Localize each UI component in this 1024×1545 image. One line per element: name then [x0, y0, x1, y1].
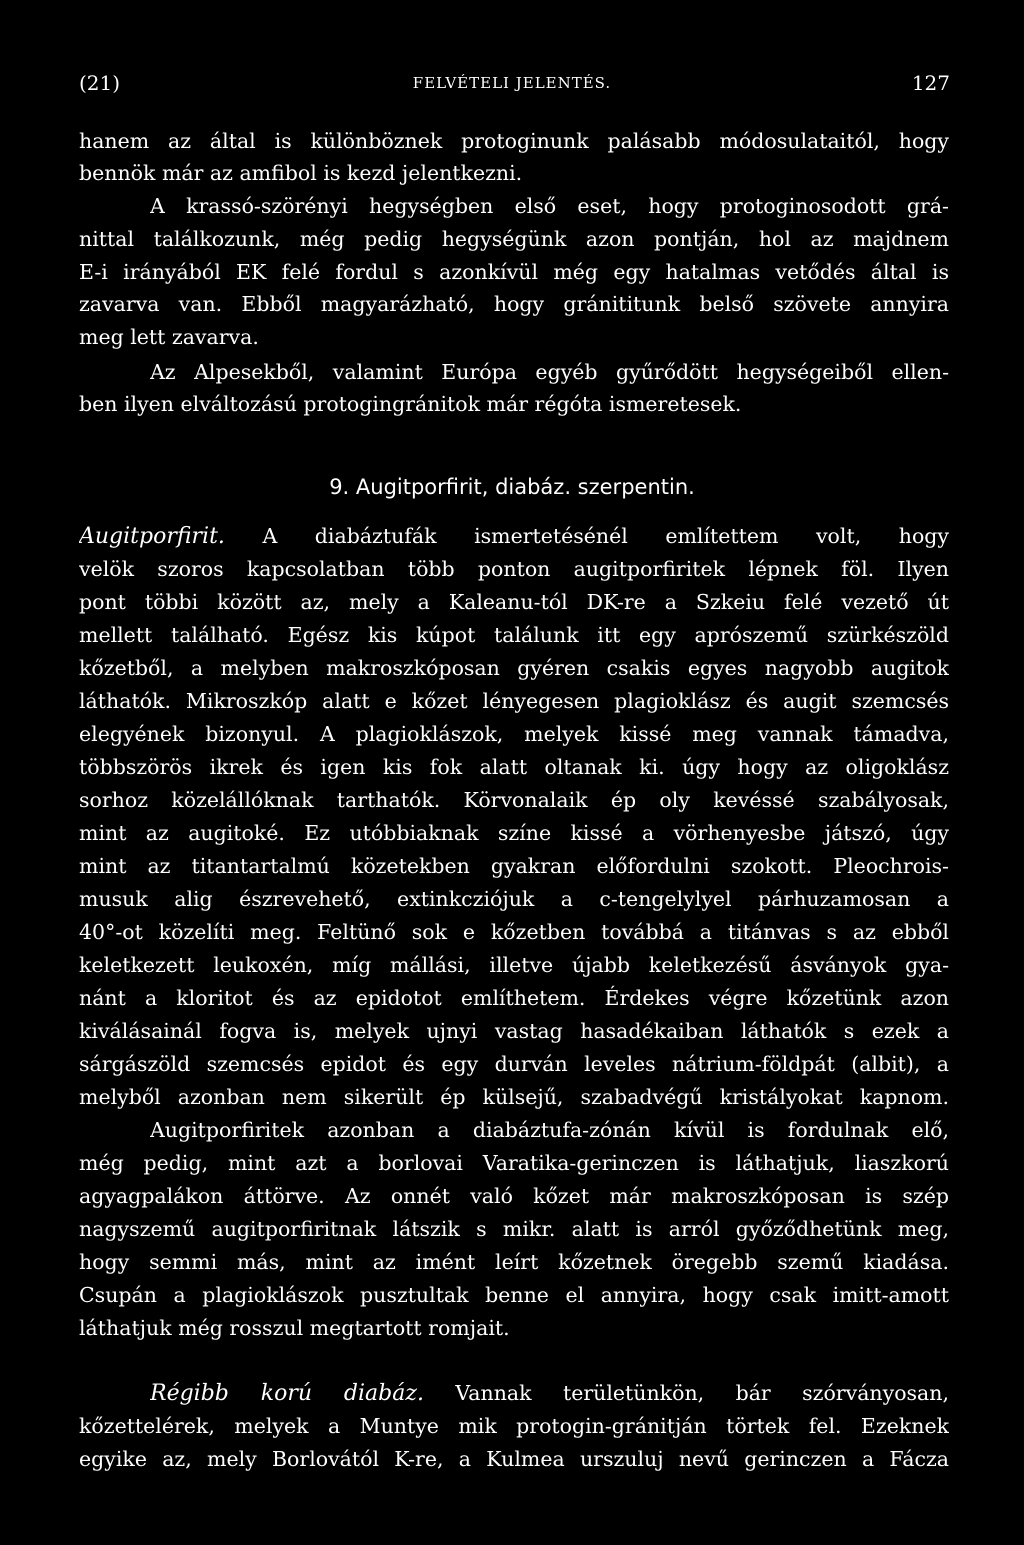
- header-title: FELVÉTELI JELENTÉS.: [412, 74, 612, 92]
- text-line: A krassó-szörényi hegységben első eset, hogy protoginosodott grá-: [150, 194, 949, 218]
- text-line: Az Alpesekből, valamint Európa egyéb gyűrődött hegységeiből ellen-: [150, 360, 949, 384]
- section-heading: 9. Augitporfirit, diabáz. szerpentin.: [329, 475, 695, 499]
- text-line: velök szoros kapcsolatban több ponton augitporfiritek lépnek föl. Ilyen: [79, 557, 949, 581]
- text-line: kőzettelérek, melyek a Muntye mik protogin-gránitján törtek fel. Ezeknek: [79, 1414, 949, 1438]
- text-line: nagyszemű augitporfiritnak látszik s mikr. alatt is arról győződhetünk meg,: [79, 1217, 949, 1241]
- text-line: ben ilyen elváltozású protogingránitok már régóta ismeretesek.: [79, 392, 742, 416]
- text-line-rest: A diabáztufák ismertetésénél említettem volt, hogy: [224, 524, 949, 548]
- text-line: agyagpalákon áttörve. Az onnét való kőzet már makroszkóposan is szép: [79, 1184, 949, 1208]
- text-line: nánt a kloritot és az epidotot említhetem. Érdekes végre kőzetünk azon: [79, 986, 949, 1010]
- text-line: [150, 1378, 949, 1408]
- inline-heading: Augitporfirit.: [79, 524, 225, 549]
- text-line: Augitporfiritek azonban a diabáztufa-zónán kívül is fordulnak elő,: [150, 1118, 949, 1142]
- text-line-rest: Vannak területünkön, bár szórványosan,: [423, 1381, 949, 1405]
- text-line: sárgászöld szemcsés epidot és egy durván leveles nátrium-földpát (albit), a: [79, 1052, 949, 1076]
- text-line: meg lett zavarva.: [79, 325, 259, 349]
- text-line: hogy semmi más, mint az imént leírt kőzetnek öregebb szemű kiadása.: [79, 1250, 949, 1274]
- text-line: egyike az, mely Borlovától K-re, a Kulmea urszuluj nevű gerinczen a Fácza: [79, 1447, 949, 1471]
- text-line: elegyének bizonyul. A plagioklászok, melyek kissé meg vannak támadva,: [79, 722, 949, 746]
- text-line: nittal találkozunk, még pedig hegységünk azon pontján, hol az majdnem: [79, 227, 949, 251]
- text-line: musuk alig észrevehető, extinkcziójuk a c-tengelylyel párhuzamosan a: [79, 887, 949, 911]
- text-line: még pedig, mint azt a borlovai Varatika-gerinczen is láthatjuk, liaszkorú: [79, 1151, 949, 1175]
- text-line: többszörös ikrek és igen kis fok alatt oltanak ki. úgy hogy az oligoklász: [79, 755, 949, 779]
- text-line: Csupán a plagioklászok pusztultak benne el annyira, hogy csak imitt-amott: [79, 1283, 949, 1307]
- text-line: mint az titantartalmú közetekben gyakran előfordulni szokott. Pleochrois-: [79, 854, 949, 878]
- text-line: [79, 521, 949, 551]
- text-line: 40°-ot közelíti meg. Feltünő sok e kőzetben továbbá a titánvas s az ebből: [79, 920, 949, 944]
- text-line: zavarva van. Ebből magyarázható, hogy gránititunk belső szövete annyira: [79, 292, 949, 316]
- text-line: melyből azonban nem sikerült ép külsejű, szabadvégű kristályokat kapnom.: [79, 1085, 949, 1109]
- text-line: pont többi között az, mely a Kaleanu-tól DK-re a Szkeiu felé vezető út: [79, 590, 949, 614]
- text-line: sorhoz közelállóknak tarthatók. Körvonalaik ép oly kevéssé szabályosak,: [79, 788, 949, 812]
- text-line: mellett található. Egész kis kúpot találunk itt egy aprószemű szürkészöld: [79, 623, 949, 647]
- page-number: 127: [911, 71, 950, 95]
- text-line: E-i irányából EK felé fordul s azonkívül még egy hatalmas vetődés által is: [79, 260, 949, 284]
- text-line: bennök már az amfibol is kezd jelentkezni.: [79, 161, 523, 185]
- text-line: kőzetből, a melyben makroszkóposan gyéren csakis egyes nagyobb augitok: [79, 656, 949, 680]
- inline-heading: Régibb korú diabáz.: [150, 1381, 424, 1406]
- text-line: mint az augitoké. Ez utóbbiaknak színe kissé a vörhenyesbe játszó, úgy: [79, 821, 949, 845]
- text-line: láthatók. Mikroszkóp alatt e kőzet lényegesen plagioklász és augit szemcsés: [79, 689, 949, 713]
- header-section-number: (21): [79, 71, 121, 95]
- text-line: keletkezett leukoxén, míg mállási, illetve újabb keletkezésű ásványok gya-: [79, 953, 949, 977]
- text-line: kiválásainál fogva is, melyek ujnyi vastag hasadékaiban láthatók s ezek a: [79, 1019, 949, 1043]
- text-line: hanem az által is különböznek protoginunk palásabb módosulataitól, hogy: [79, 129, 949, 153]
- text-line: láthatjuk még rosszul megtartott romjait.: [79, 1316, 510, 1340]
